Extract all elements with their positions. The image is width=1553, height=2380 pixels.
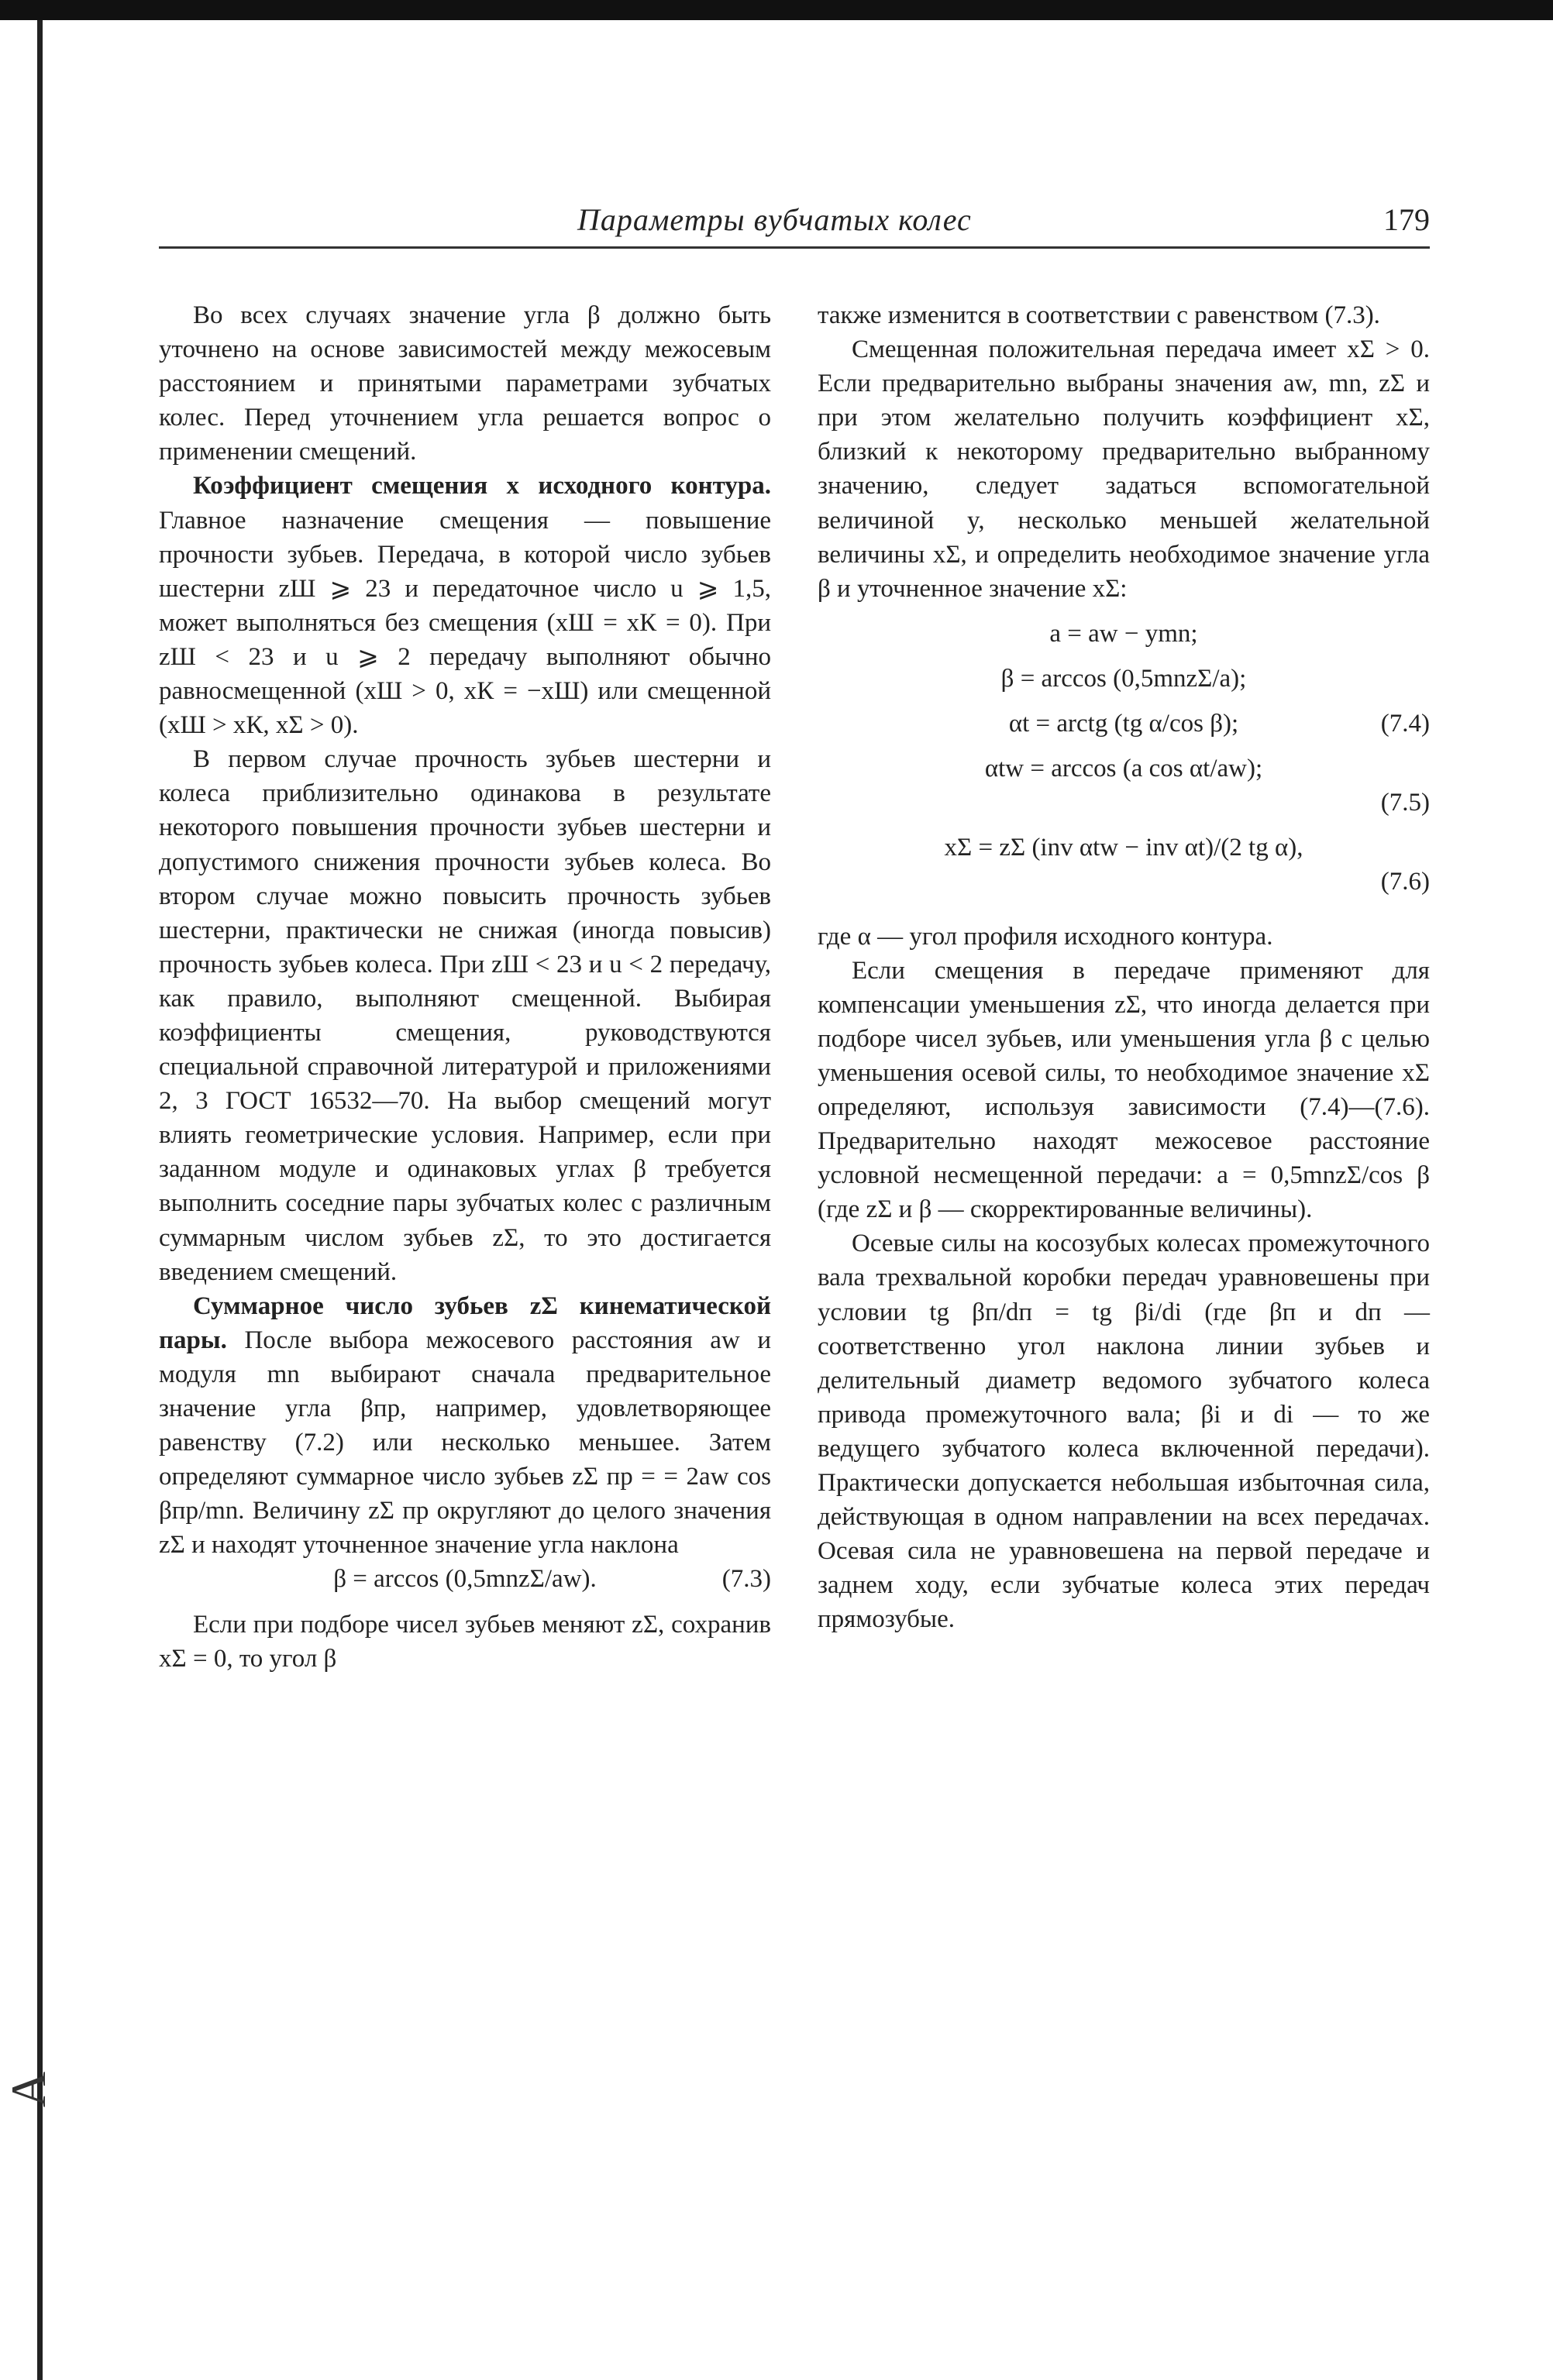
equation-number: (7.6) [1380,868,1430,896]
paragraph: В первом случае прочность зубьев шестерни и колеса приблизительно одинакова в результате некоторого повышения прочности зубьев шестерни и допустимого снижения прочности зубьев колеса. Во втором случае можно повысить прочность зубьев шестерни, практически не снижая (иногда повысив) прочность зубьев колеса. При zШ < 23 и u < 2 передачу, как правило, выполняют смещенной. Выбирая коэффициенты смещения, руководствуются специальной справочной литературой и приложениями 2, 3 ГОСТ 16532—70. На выбор смещений могут влиять геометрические условия. Например, если при заданном модуле и одинаковых углах β требуется выполнить соседние пары зубчатых колес с различным суммарным числом зубьев zΣ, то это достигается введением смещений. [159,745,771,1286]
paragraph: где α — угол профиля исходного контура. [818,922,1273,951]
paragraph: Если смещения в передаче применяют для компенсации уменьшения zΣ, что иногда делается при подборе чисел зубьев, или уменьшения угла β с целью уменьшения осевой силы, то необходимое значение xΣ определяют, используя зависимости (7.4)—(7.6). Предварительно находят межосевое расстояние условной несмещенной передачи: a = 0,5mnzΣ/cos β (где zΣ и β — скорректированные величины). [818,956,1430,1224]
paragraph: Осевые силы на косозубых колесах промежуточного вала трехвальной коробки передач уравновешены при условии tg βп/dп = tg βi/di (где βп и dп — соответственно угол наклона линии зубьев и делительный диаметр ведомого зубчатого колеса привода промежуточного вала; βi и di — то же ведущего зубчатого колеса включенной передачи). Практически допускается небольшая избыточная сила, действующая в одном направлении на всех передачах. Осевая сила не уравновешена на первой передаче и заднем ходу, если зубчатые колеса этих передач прямозубые. [818,1230,1430,1634]
paragraph-text: После выбора межосевого расстояния aw и модуля mn выбирают сначала предварительное значение угла βпр, например, удовлетворяющее равенству (7.2) или несколько меньшее. Затем определяют суммарное число зубьев zΣ пр = = 2aw cos βпр/mn. Величину zΣ пр округляют до целого значения zΣ и находят уточненное значение угла наклона [159,1326,771,1560]
equation-number: (7.5) [1380,789,1430,817]
running-head-title: Параметры вубчатых колес [577,202,972,237]
section-heading: Суммарное число зубьев zΣ кинематической пары. [159,1291,771,1354]
paragraph: Во всех случаях значение угла β должно быть уточнено на основе зависимостей между межосевым расстоянием и принятыми параметрами зубчатых колес. Перед уточнением угла решается вопрос о применении смещений. [159,301,771,466]
scan-top-edge [0,0,1553,20]
paragraph: Если при подборе чисел зубьев меняют zΣ, сохранив xΣ = 0, то угол β [159,1610,771,1673]
equation-text: αt = arctg (tg α/cos β); [1008,710,1239,738]
section-heading: Коэффициент смещения x исходного контура. [193,472,771,500]
paragraph: также изменится в соответствии с равенством (7.3). [818,301,1380,329]
left-column [159,298,771,1676]
equation-7-6: xΣ = zΣ (inv αtw − inv αt)/(2 tg α), [944,834,1303,862]
margin-pencil-mark: A [1,2071,57,2108]
equation-number: (7.3) [721,1565,771,1594]
equation: β = arccos (0,5mnzΣ/a); [1000,664,1247,693]
scan-left-edge [37,20,43,2380]
paragraph [159,1289,771,1563]
running-head [159,201,1430,249]
paragraph-text: Главное назначение смещения — повышение прочности зубьев. Передача, в которой число зубьев шестерни zШ ⩾ 23 и передаточное число u ⩾ 1,5, может выполняться без смещения (xШ = xК = 0). При zШ < 23 и u ⩾ 2 передачу выполняют обычно равносмещенной (xШ > 0, xК = −xШ) или смещенной (xШ > xК, xΣ > 0). [159,506,771,740]
equation-7-5: αtw = arccos (a cos αt/aw); [984,755,1263,783]
equation-7-4 [818,707,1430,741]
right-column [818,298,1430,1636]
equation-7-3 [159,1562,771,1596]
equation-number: (7.4) [1380,710,1430,738]
page-number: 179 [1383,202,1430,237]
paragraph: Смещенная положительная передача имеет xΣ > 0. Если предварительно выбраны значения aw, mn, zΣ и при этом желательно получить коэффициент xΣ, близкий к некоторому предварительно выбранному значению, следует задаться вспомогательной величиной y, несколько меньшей желательной величины xΣ, и определить необходимое значение угла β и уточненное значение xΣ: [818,335,1430,603]
equation: a = aw − ymn; [1049,619,1198,648]
equation-text: β = arccos (0,5mnzΣ/aw). [333,1565,597,1594]
paragraph [159,469,771,742]
